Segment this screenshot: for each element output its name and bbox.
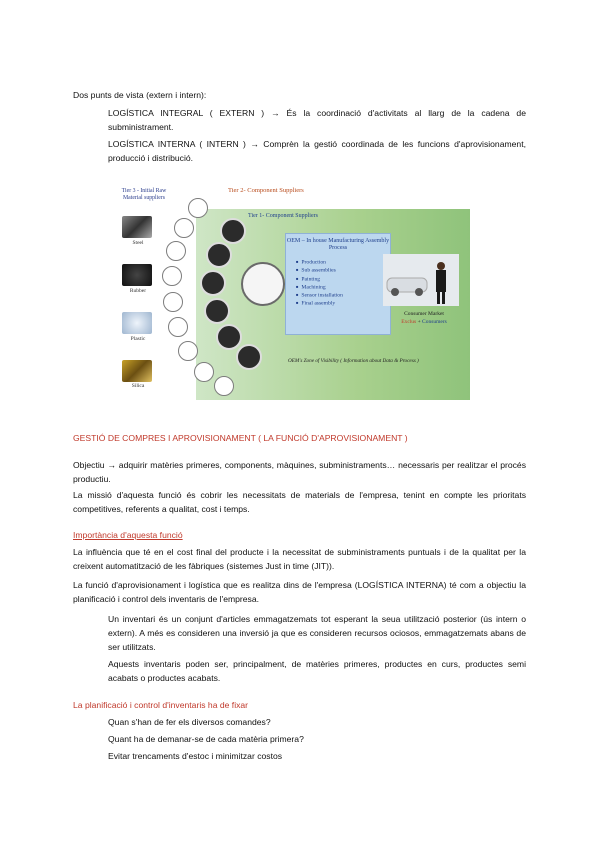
plastic-image (122, 312, 152, 334)
tier2-part-icon (174, 218, 194, 238)
funcio-text: La funció d'aprovisionament i logística que es realitza dins de l'empresa (LOGÍSTICA INTERNA) té com a objectiu la planificació i control dels inventaris de l'empresa. (73, 580, 526, 604)
tier2-part-icon (178, 341, 198, 361)
silica-image (122, 360, 152, 382)
tier1-part-icon (220, 218, 246, 244)
rubber-image (122, 264, 152, 286)
tier2-part-icon (194, 362, 214, 382)
tier2-part-icon (214, 376, 234, 396)
consumer-plus: + (417, 319, 421, 325)
consumer-caption (392, 319, 456, 325)
consumer-extern: Exclus (401, 319, 417, 325)
influencia-text: La influència que té en el cost final del producte i la necessitat de subministraments puntuals i de la qualitat per la creixent automatització de les fàbriques (sistemes Just in time (JIT)). (73, 547, 526, 571)
tier3-label: Tier 3 - Initial Raw Material suppliers (121, 188, 167, 201)
tier2-part-icon (168, 317, 188, 337)
section-heading-compres: GESTIÓ DE COMPRES I APROVISIONAMENT ( LA FUNCIÓ D'APROVISIONAMENT ) (73, 433, 408, 443)
car-assembly-icon (241, 262, 285, 306)
oem-step: ■ Painting (296, 275, 390, 283)
question-item: Evitar trencaments d'estoc i minimitzar costos (108, 751, 283, 761)
importancia-heading: Importància d'aquesta funció (73, 530, 183, 540)
tier2-label: Tier 2- Component Suppliers (228, 187, 304, 194)
logistica-integral: LOGÍSTICA INTEGRAL ( EXTERN ) → És la coordinació d'activitats al llarg de la cadena de subministrament. (108, 108, 526, 132)
steel-label: Steel (132, 240, 144, 246)
oem-step: ■ Sensor installation (296, 291, 390, 299)
objectiu-text: Objectiu → adquirir matèries primeres, components, màquines, subministraments… necessaris per realitzar el procés productiu. (73, 460, 526, 484)
aquests-text: Aquests inventaris poden ser, principalment, de matèries primeres, productes en curs, productes semi acabats o productes acabats. (108, 659, 526, 683)
missio-text: La missió d'aquesta funció és cobrir les necessitats de materials de l'empresa, tenint en compte les prioritats competitives, referents a qualitat, cost i temps. (73, 490, 526, 514)
showroom-icon (383, 254, 459, 306)
oem-process-box (285, 233, 391, 335)
oem-title: OEM – In house Manufacturing Assembly Process (286, 238, 390, 251)
question-item: Quant ha de demanar-se de cada matèria primera? (108, 734, 304, 744)
oem-steps (296, 258, 390, 308)
plastic-label: Plastic (130, 336, 146, 342)
consumer-market-image (383, 254, 459, 306)
rubber-label: Rubber (129, 288, 147, 294)
oem-step: ■ Final assembly (296, 299, 390, 307)
tier1-part-icon (200, 270, 226, 296)
oem-step: ■ Machining (296, 283, 390, 291)
tier1-label: Tier 1- Component Suppliers (248, 213, 318, 219)
steel-image (122, 216, 152, 238)
consumer-title: Consumer Market (404, 311, 444, 317)
zone-of-visibility-label: OEM's Zone of Visibility ( Information about Data & Process ) (288, 358, 419, 364)
planificacio-heading: La planificació i control d'inventaris ha de fixar (73, 700, 249, 710)
logistica-interna: LOGÍSTICA INTERNA ( INTERN ) → Comprèn la gestió coordinada de les funcions d'aprovisionament, producció i distribució. (108, 139, 526, 163)
oem-step: ■ Sub assemblies (296, 266, 390, 274)
tier2-part-icon (163, 292, 183, 312)
oem-step: ■ Production (296, 258, 390, 266)
tier1-part-icon (236, 344, 262, 370)
tier2-part-icon (162, 266, 182, 286)
silica-label: Silica (131, 383, 145, 389)
tier1-part-icon (206, 242, 232, 268)
inventari-text: Un inventari és un conjunt d'articles emmagatzemats tot esperant la seua utilització posterior (ús intern o extern). A més es consideren una inversió ja que es consideren recursos ociosos, emmagatzemats abans de ser utilitzats. (108, 614, 526, 652)
tier2-part-icon (166, 241, 186, 261)
intro-text: Dos punts de vista (extern i intern): (73, 90, 207, 100)
tier1-part-icon (216, 324, 242, 350)
supply-chain-figure (108, 176, 470, 400)
question-item: Quan s'han de fer els diversos comandes? (108, 717, 271, 727)
consumer-intern: Consumers (422, 319, 447, 325)
tier2-part-icon (188, 198, 208, 218)
tier1-part-icon (204, 298, 230, 324)
